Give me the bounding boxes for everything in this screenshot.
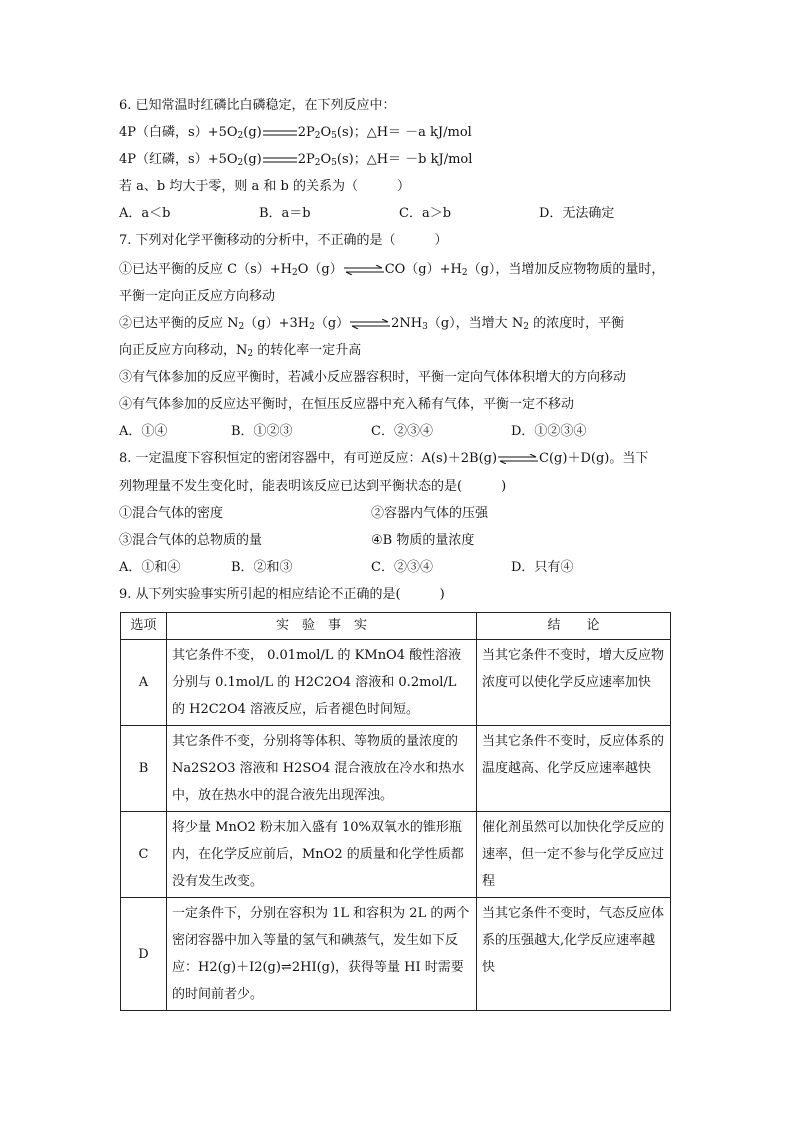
q6-question: 若 a、b 均大于零，则 a 和 b 的关系为（ ） [119, 179, 410, 194]
table-row [121, 812, 671, 898]
q6-option-d: D．无法确定 [539, 206, 615, 221]
q7-statement-4: ④有气体参加的反应达平衡时，在恒压反应器中充入稀有气体，平衡一定不移动 [119, 397, 575, 412]
equals-arrow-icon [263, 156, 297, 164]
q6-option-b: B．a＝b [259, 206, 311, 221]
row-conclusion: 当其它条件不变时，反应体系的温度越高、化学反应速率越快 [477, 726, 671, 812]
q8-items-row-1 [119, 506, 679, 522]
row-option: A [121, 640, 167, 726]
q8-option-b: B．②和③ [231, 560, 293, 575]
q8-options [119, 560, 679, 576]
reversible-arrow-icon [498, 454, 538, 464]
table-row [121, 898, 671, 1011]
row-fact: 将少量 MnO2 粉末加入盛有 10%双氧水的锥形瓶内，在化学反应前后，MnO2 的质量和化学性质都没有发生改变。 [167, 812, 477, 898]
q6-reaction-2: 4P（红磷，$s)+5O_2(g)$ $2P_2O_5(s)$；△H＝ －b kJ/mol [119, 152, 473, 168]
q8-option-c: C．②③④ [371, 560, 433, 575]
q8-item-4: ④B 物质的量浓度 [371, 533, 475, 548]
q7-statement-3: ③有气体参加的反应平衡时，若减小反应器容积时，平衡一定向气体体积增大的方向移动 [119, 370, 627, 385]
q7-statement-1: ①已达平衡的反应 $C(s)+H_2O(g)$ $CO(g)+H_2(g)$，当增加反应物物质的量时， [119, 262, 665, 278]
row-fact: 其它条件不变，分别将等体积、等物质的量浓度的 Na2S2O3 溶液和 H2SO4 混合液放在冷水和热水中，放在热水中的混合液先出现浑浊。 [167, 726, 477, 812]
row-option: C [121, 812, 167, 898]
q9-stem: 9. 从下列实验事实所引起的相应结论不正确的是( ) [119, 587, 445, 602]
q9-table [120, 612, 671, 1011]
q8-item-2: ②容器内气体的压强 [371, 506, 489, 521]
table-header-row [121, 613, 671, 640]
q7-option-a: A．①④ [119, 424, 168, 439]
row-conclusion: 催化剂虽然可以加快化学反应的速率，但一定不参与化学反应过程 [477, 812, 671, 898]
header-option: 选项 [121, 613, 167, 640]
q8-stem-cont: 列物理量不发生变化时，能表明该反应已达到平衡状态的是( ) [119, 479, 507, 494]
row-fact: 其它条件不变， 0.01mol/L 的 KMnO4 酸性溶液分别与 0.1mol/L 的 H2C2O4 溶液和 0.2mol/L 的 H2C2O4 溶液反应，后者褪色时间短。 [167, 640, 477, 726]
q7-statement-2: ②已达平衡的反应 $N_2(g)+3H_2(g)$ $2NH_3(g)$，当增大 $N_2$ 的浓度时，平衡 [119, 316, 625, 332]
q6-reaction-1: 4P（白磷，$s)+5O_2(g)$ $2P_2O_5(s)$；△H＝ －a kJ/mol [119, 125, 472, 141]
reversible-arrow-icon [350, 319, 390, 329]
equals-arrow-icon [263, 129, 297, 137]
q6-option-c: C．a＞b [399, 206, 452, 221]
row-option: D [121, 898, 167, 1011]
header-conclusion: 结 论 [477, 613, 671, 640]
q6-options [119, 206, 679, 222]
row-conclusion: 当其它条件不变时，气态反应体系的压强越大,化学反应速率越快 [477, 898, 671, 1011]
q7-statement-2-cont: 向正反应方向移动，$N_2$ 的转化率一定升高 [119, 343, 362, 359]
q7-option-d: D．①②③④ [511, 424, 587, 439]
table-row [121, 640, 671, 726]
row-conclusion: 当其它条件不变时，增大反应物浓度可以使化学反应速率加快 [477, 640, 671, 726]
q6-option-a: A．a＜b [119, 206, 171, 221]
q8-item-1: ①混合气体的密度 [119, 506, 224, 521]
reversible-arrow-icon [344, 265, 384, 275]
q6-stem: 6. 已知常温时红磷比白磷稳定，在下列反应中： [119, 98, 396, 113]
q7-option-b: B．①②③ [231, 424, 293, 439]
row-fact: 一定条件下，分别在容积为 1L 和容积为 2L 的两个密闭容器中加入等量的氢气和碘蒸气，发生如下反应：H2(g)＋I2(g)⇌2HI(g)，获得等量 HI 时需要的时间前者少。 [167, 898, 477, 1011]
q8-option-a: A．①和④ [119, 560, 181, 575]
q8-item-3: ③混合气体的总物质的量 [119, 533, 263, 548]
q8-option-d: D．只有④ [511, 560, 574, 575]
q8-items-row-2 [119, 533, 679, 549]
q7-statement-1-cont: 平衡一定向正反应方向移动 [119, 289, 276, 304]
row-option: B [121, 726, 167, 812]
q7-stem: 7. 下列对化学平衡移动的分析中，不正确的是（ ） [119, 233, 448, 248]
table-row [121, 726, 671, 812]
q7-option-c: C．②③④ [371, 424, 433, 439]
q8-stem: 8. 一定温度下容积恒定的密闭容器中，有可逆反应：A(s)＋2B(g) C(g)＋D(g)。当下 [119, 451, 649, 466]
header-fact: 实 验 事 实 [167, 613, 477, 640]
q7-options [119, 424, 679, 440]
